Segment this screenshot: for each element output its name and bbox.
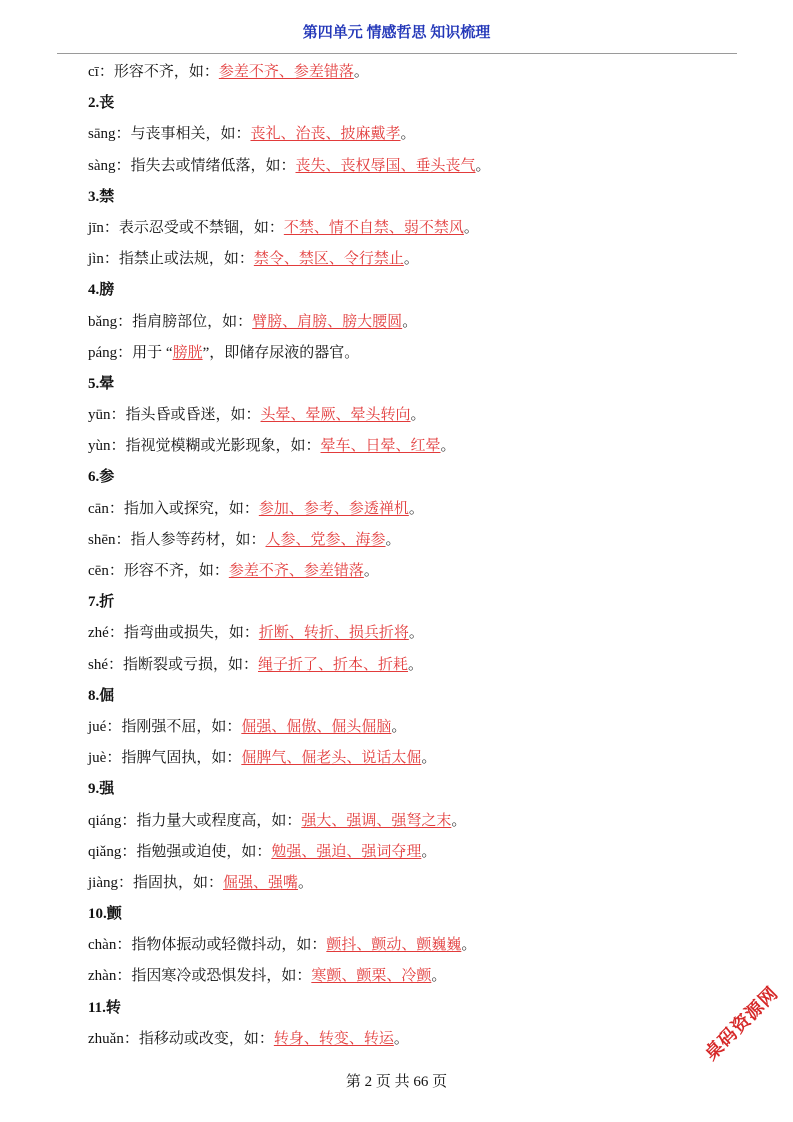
pronunciation-entry bbox=[88, 556, 728, 587]
pronunciation-entry bbox=[88, 650, 728, 681]
example-words: 晕车、日晕、红晕 bbox=[320, 438, 441, 455]
entry-text: 。 bbox=[463, 219, 479, 236]
entry-text: sāng：与丧事相关，如： bbox=[88, 126, 251, 143]
entry-text: 。 bbox=[363, 563, 379, 579]
heading-text: 6.参 bbox=[88, 469, 115, 486]
entry-text: 。 bbox=[402, 313, 418, 330]
entry-text: cān：指加入或探究，如： bbox=[88, 500, 259, 517]
entry-text: jìn：指禁止或法规，如： bbox=[88, 251, 254, 268]
pronunciation-entry bbox=[88, 213, 728, 244]
entry-text: jué：指刚强不屈，如： bbox=[88, 718, 242, 735]
example-words: 颤抖、颤动、颤巍巍 bbox=[326, 937, 462, 954]
example-words: 头晕、晕厥、晕头转向 bbox=[260, 407, 411, 424]
entry-text: shēn：指人参等药材，如： bbox=[88, 531, 266, 548]
example-words: 寒颤、颤栗、冷颤 bbox=[311, 968, 432, 985]
heading-text: 10.颤 bbox=[88, 906, 122, 923]
entry-text: yùn：指视觉模糊或光影现象，如： bbox=[88, 438, 321, 455]
pronunciation-entry bbox=[88, 618, 728, 649]
example-words: 丧失、丧权辱国、垂头丧气 bbox=[295, 157, 476, 174]
example-words: 折断、转折、损兵折将 bbox=[258, 625, 409, 642]
character-heading bbox=[88, 275, 728, 306]
example-words: 倔强、强嘴 bbox=[223, 874, 299, 891]
entry-text: 。 bbox=[408, 500, 424, 517]
page-header-title: 第四单元 情感哲思 知识梳理 bbox=[302, 25, 491, 41]
entry-text: 。 bbox=[440, 438, 456, 455]
entry-text: 。 bbox=[408, 625, 424, 642]
example-words: 膀胱 bbox=[172, 344, 203, 361]
entry-text: 。 bbox=[451, 812, 467, 829]
character-heading bbox=[88, 681, 728, 712]
example-words: 倔脾气、倔老头、说话太倔 bbox=[241, 750, 422, 767]
content-body bbox=[88, 57, 728, 1055]
pronunciation-entry bbox=[88, 806, 728, 837]
pronunciation-entry bbox=[88, 307, 728, 338]
example-words: 参差不齐、参差错落 bbox=[228, 563, 364, 579]
heading-text: 4.膀 bbox=[88, 282, 115, 299]
pronunciation-entry bbox=[88, 868, 728, 899]
entry-text: zhé：指弯曲或损失，如： bbox=[88, 625, 259, 642]
pronunciation-entry bbox=[88, 400, 728, 431]
entry-text: jīn：表示忍受或不禁锢，如： bbox=[88, 219, 284, 236]
example-words: 倔强、倔傲、倔头倔脑 bbox=[241, 718, 392, 735]
entry-text: 。 bbox=[298, 874, 314, 891]
pronunciation-entry bbox=[88, 151, 728, 182]
heading-text: 8.倔 bbox=[88, 687, 115, 704]
character-heading bbox=[88, 369, 728, 400]
pronunciation-entry bbox=[88, 743, 728, 774]
heading-text: 5.晕 bbox=[88, 375, 115, 392]
entry-text: bǎng：指肩膀部位，如： bbox=[88, 313, 253, 330]
pronunciation-entry bbox=[88, 57, 728, 88]
entry-text: 。 bbox=[475, 157, 491, 174]
character-heading bbox=[88, 587, 728, 618]
example-words: 臂膀、肩膀、膀大腰圆 bbox=[252, 313, 403, 330]
pronunciation-entry bbox=[88, 119, 728, 150]
example-words: 参差不齐、参差错落 bbox=[218, 64, 354, 80]
entry-text: 。 bbox=[393, 1030, 409, 1047]
example-words: 转身、转变、转运 bbox=[273, 1030, 394, 1047]
entry-text: 。 bbox=[353, 64, 369, 80]
entry-text: 。 bbox=[385, 531, 401, 548]
character-heading bbox=[88, 462, 728, 493]
entry-text: 。 bbox=[431, 968, 447, 985]
example-words: 绳子折了、折本、折耗 bbox=[258, 656, 409, 673]
pronunciation-entry bbox=[88, 244, 728, 275]
pronunciation-entry bbox=[88, 525, 728, 556]
pronunciation-entry bbox=[88, 494, 728, 525]
entry-text: 。 bbox=[400, 126, 416, 143]
character-heading bbox=[88, 182, 728, 213]
entry-text: cēn：形容不齐，如： bbox=[88, 563, 229, 579]
entry-text: 。 bbox=[410, 407, 426, 424]
entry-text: shé：指断裂或亏损，如： bbox=[88, 656, 258, 673]
pronunciation-entry bbox=[88, 837, 728, 868]
entry-text: páng：用于 “ bbox=[88, 344, 173, 361]
entry-text: chàn：指物体振动或轻微抖动，如： bbox=[88, 937, 327, 954]
entry-text: 。 bbox=[421, 843, 437, 860]
character-heading bbox=[88, 88, 728, 119]
entry-text: 。 bbox=[403, 251, 419, 268]
pronunciation-entry bbox=[88, 338, 728, 369]
example-words: 人参、党参、海参 bbox=[265, 531, 386, 548]
heading-text: 9.强 bbox=[88, 781, 115, 798]
entry-text: ”，即储存尿液的器官。 bbox=[202, 344, 360, 361]
header-divider bbox=[57, 53, 737, 54]
entry-text: cī：形容不齐，如： bbox=[88, 64, 219, 80]
example-words: 丧礼、治丧、披麻戴孝 bbox=[250, 126, 401, 143]
entry-text: qiǎng：指勉强或迫使，如： bbox=[88, 843, 272, 860]
character-heading bbox=[88, 774, 728, 805]
entry-text: zhàn：指因寒冷或恐惧发抖，如： bbox=[88, 968, 312, 985]
heading-text: 3.禁 bbox=[88, 188, 115, 205]
character-heading bbox=[88, 993, 728, 1024]
pronunciation-entry bbox=[88, 431, 728, 462]
example-words: 强大、强调、强弩之末 bbox=[301, 812, 452, 829]
example-words: 不禁、情不自禁、弱不禁风 bbox=[283, 219, 464, 236]
pronunciation-entry bbox=[88, 961, 728, 992]
entry-text: 。 bbox=[391, 718, 407, 735]
entry-text: qiáng：指力量大或程度高，如： bbox=[88, 812, 302, 829]
example-words: 勉强、强迫、强词夺理 bbox=[271, 843, 422, 860]
entry-text: 。 bbox=[408, 656, 424, 673]
entry-text: juè：指脾气固执，如： bbox=[88, 750, 242, 767]
example-words: 参加、参考、参透禅机 bbox=[258, 500, 409, 517]
pronunciation-entry bbox=[88, 712, 728, 743]
watermark-logo: 桌码资源网 bbox=[700, 982, 783, 1065]
heading-text: 2.丧 bbox=[88, 95, 115, 112]
character-heading bbox=[88, 899, 728, 930]
entry-text: sàng：指失去或情绪低落，如： bbox=[88, 157, 296, 174]
heading-text: 7.折 bbox=[88, 594, 115, 611]
page-footer-number: 第 2 页 共 66 页 bbox=[345, 1074, 448, 1090]
entry-text: zhuǎn：指移动或改变，如： bbox=[88, 1030, 274, 1047]
entry-text: jiàng：指固执，如： bbox=[88, 874, 223, 891]
heading-text: 11.转 bbox=[88, 999, 121, 1016]
entry-text: yūn：指头昏或昏迷，如： bbox=[88, 407, 261, 424]
entry-text: 。 bbox=[421, 750, 437, 767]
pronunciation-entry bbox=[88, 1024, 728, 1055]
entry-text: 。 bbox=[461, 937, 477, 954]
pronunciation-entry bbox=[88, 930, 728, 961]
example-words: 禁令、禁区、令行禁止 bbox=[253, 251, 404, 268]
